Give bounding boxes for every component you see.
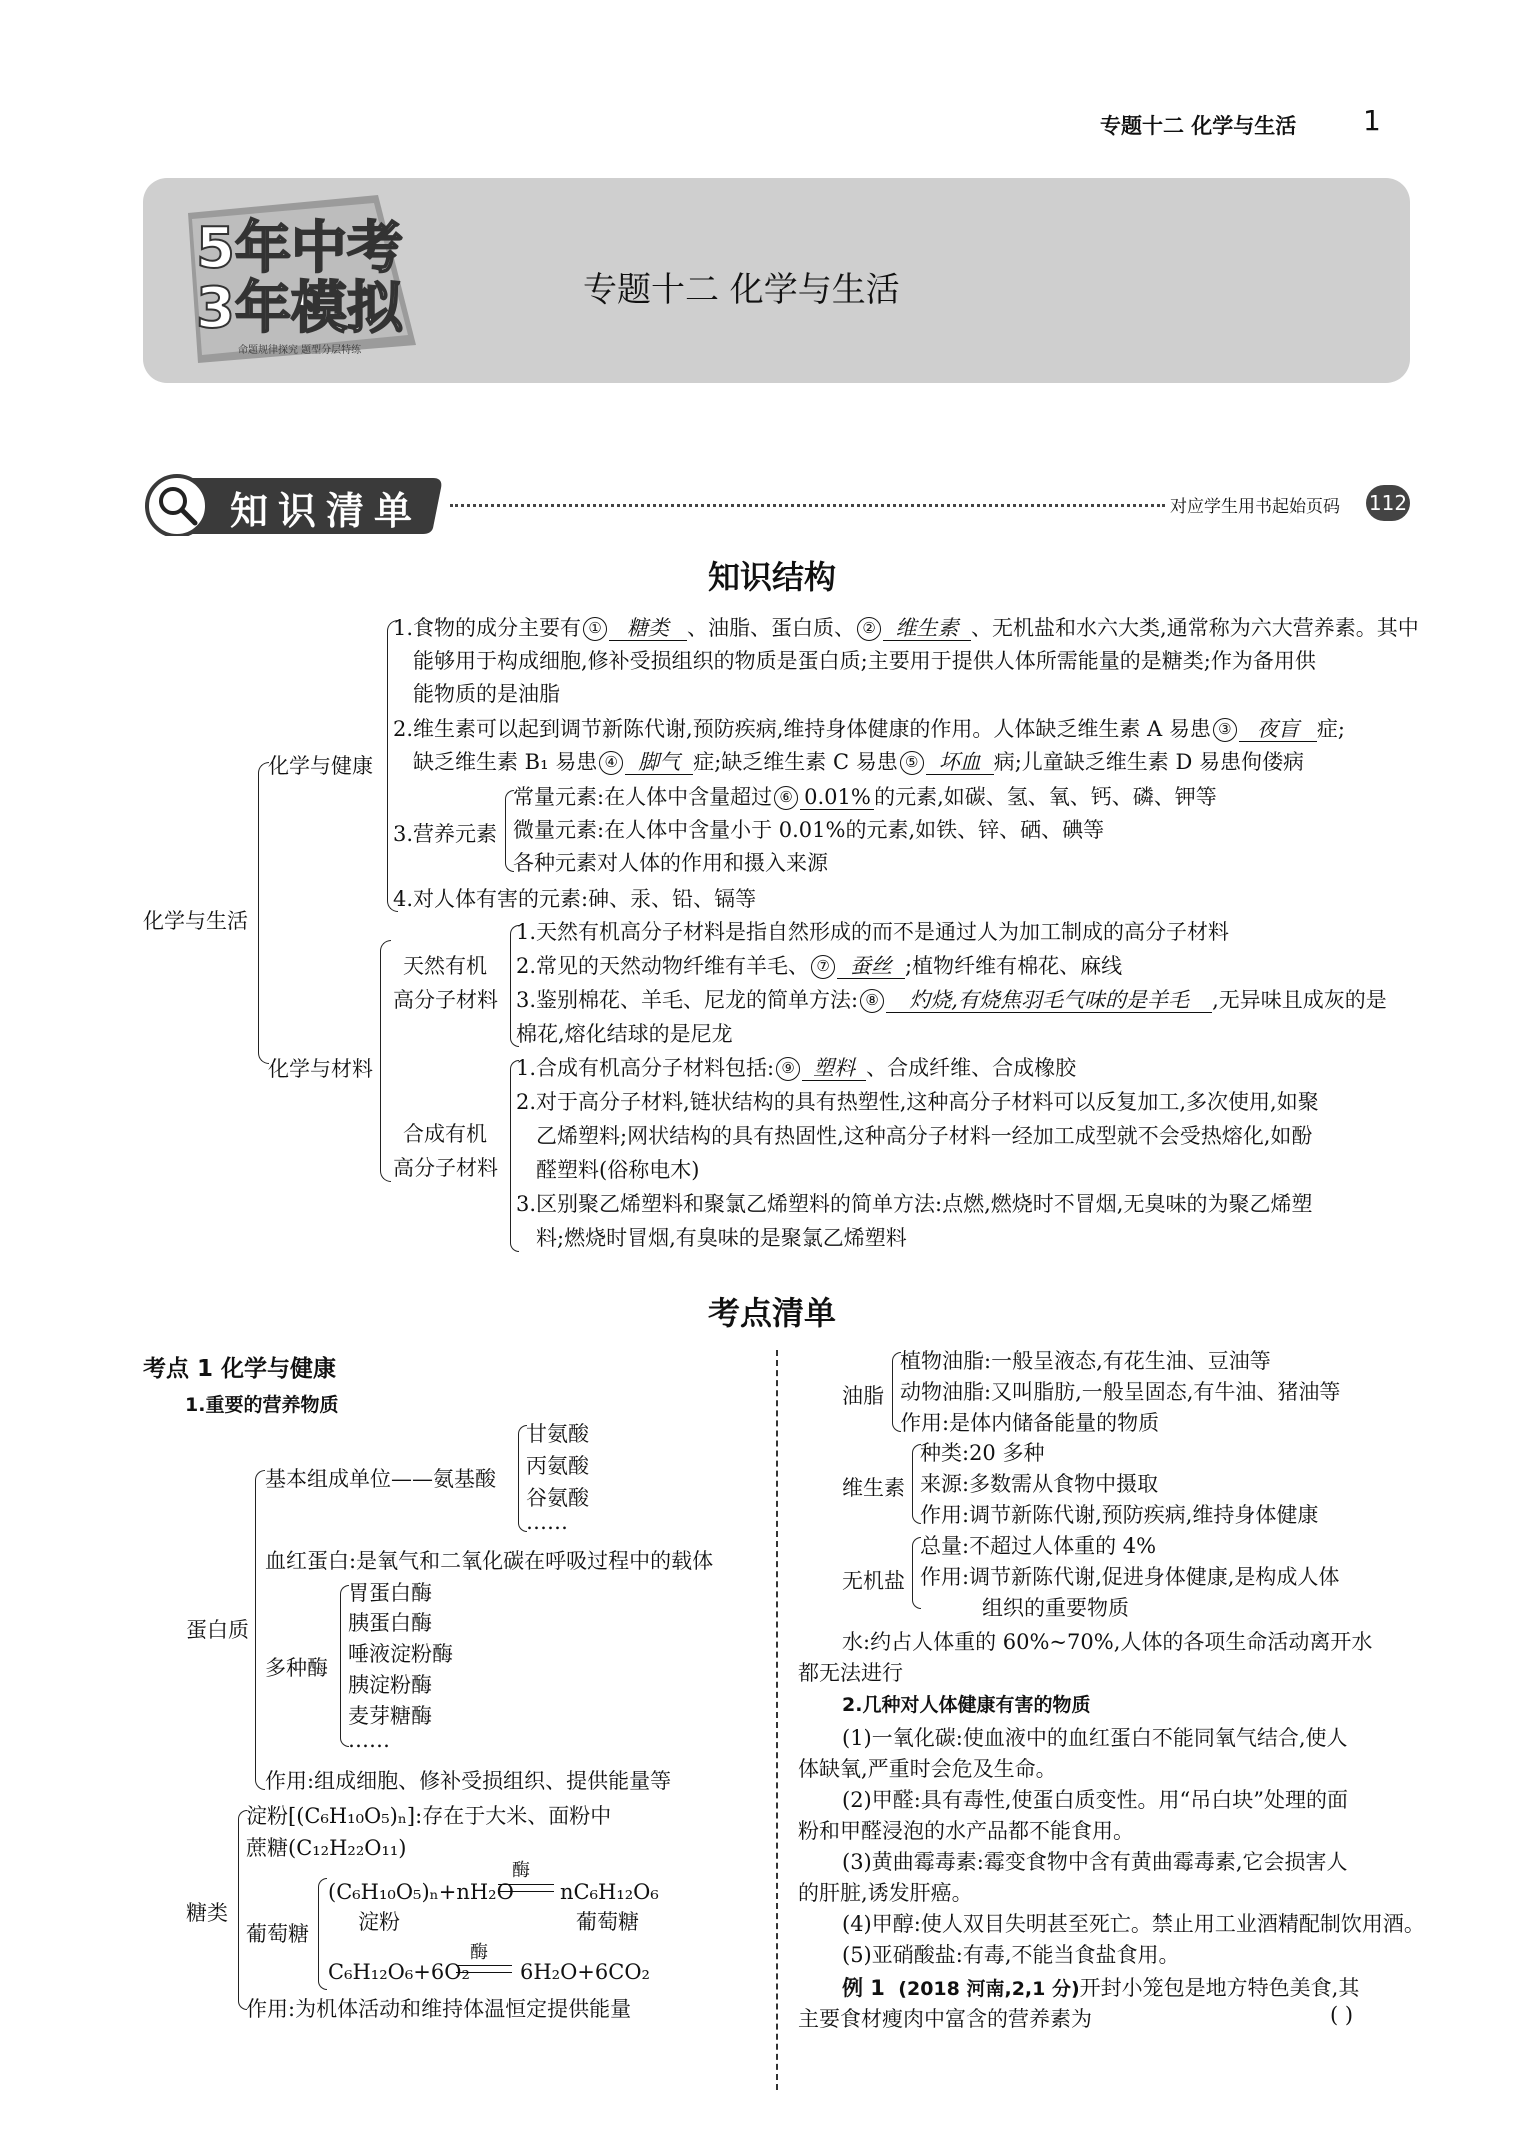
fat-node: 油脂	[842, 1384, 884, 1408]
h2-line1: 2.维生素可以起到调节新陈代谢,预防疾病,维持身体健康的作用。人体缺乏维生素 A 易患 ③ 夜盲 症;	[393, 717, 1345, 741]
h3-label: 3.营养元素	[393, 822, 498, 846]
eq2-enzyme: 酶	[470, 1942, 488, 1963]
eq1-under-left: 淀粉	[358, 1910, 400, 1934]
salt-node: 无机盐	[842, 1569, 905, 1593]
ref-text: 对应学生用书起始页码	[1170, 497, 1340, 517]
sugar-use: 作用:为机体活动和维持体温恒定提供能量	[246, 1997, 632, 2021]
starch: 淀粉[(C₆H₁₀O₅)ₙ]:存在于大米、面粉中	[246, 1804, 612, 1828]
eq1-right: nC₆H₁₂O₆	[560, 1880, 659, 1904]
struct-heading: 知识结构	[708, 558, 837, 596]
vit-3: 作用:调节新陈代谢,预防疾病,维持身体健康	[920, 1503, 1319, 1527]
s3-line2: 料;燃烧时冒烟,有臭味的是聚氯乙烯塑料	[536, 1226, 907, 1250]
basic-unit: 基本组成单位——氨基酸	[265, 1467, 496, 1491]
section-title: 知识清单	[230, 489, 423, 533]
h2-line2: 缺乏维生素 B₁ 易患 ④ 脚气 症;缺乏维生素 C 易患 ⑤ 坏血 病;儿童缺乏维生素 D 易患佝偻病	[413, 750, 1304, 774]
column-divider	[776, 1350, 778, 2090]
eq1-arrow	[498, 1884, 554, 1892]
svg-text:5年中考: 5年中考	[196, 216, 403, 281]
svg-text:3年模拟: 3年模拟	[196, 276, 403, 341]
eq1-left: (C₆H₁₀O₅)ₙ+nH₂O	[328, 1880, 514, 1904]
harm-3b: 的肝脏,诱发肝癌。	[798, 1881, 973, 1905]
sub2-title: 2.几种对人体健康有害的物质	[842, 1694, 1091, 1716]
banner-title: 专题十二 化学与生活	[583, 270, 900, 310]
fat-2: 动物油脂:又叫脂肪,一般呈固态,有牛油、猪油等	[900, 1380, 1341, 1404]
natural-label-2: 高分子材料	[393, 988, 498, 1012]
h1-line3: 能物质的是油脂	[413, 682, 560, 706]
harm-1a: (1)一氧化碳:使血液中的血红蛋白不能同氧气结合,使人	[842, 1726, 1348, 1750]
s2-line1: 2.对于高分子材料,链状结构的具有热塑性,这种高分子材料可以反复加工,多次使用,如聚	[516, 1090, 1319, 1114]
enzyme-3: 唾液淀粉酶	[348, 1642, 453, 1666]
h3-line1: 常量元素:在人体中含量超过 ⑥ 0.01% 的元素,如碳、氢、氧、钙、磷、钾等	[513, 785, 1217, 809]
points-heading: 考点清单	[708, 1294, 837, 1332]
eq1-enzyme: 酶	[512, 1860, 530, 1881]
ref-page-badge: 112	[1366, 485, 1410, 521]
h4-line: 4.对人体有害的元素:砷、汞、铅、镉等	[393, 887, 757, 911]
aa-3: 谷氨酸	[526, 1486, 589, 1510]
s1-line: 1.合成有机高分子材料包括: ⑨ 塑料 、合成纤维、合成橡胶	[516, 1056, 1077, 1080]
health-node: 化学与健康	[268, 754, 373, 778]
n2-line: 2.常见的天然动物纤维有羊毛、 ⑦ 蚕丝 ;植物纤维有棉花、麻线	[516, 954, 1123, 978]
h3-line3: 各种元素对人体的作用和摄入来源	[513, 851, 828, 875]
eq1-under-right: 葡萄糖	[576, 1910, 639, 1934]
enzyme-2: 胰蛋白酶	[348, 1611, 432, 1635]
salt-1: 总量:不超过人体重的 4%	[920, 1534, 1157, 1558]
kp1-title: 考点 1 化学与健康	[143, 1356, 337, 1382]
synthetic-label-2: 高分子材料	[393, 1156, 498, 1180]
answer-paren: ( )	[1330, 2003, 1354, 2027]
glucose-label: 葡萄糖	[246, 1922, 309, 1946]
example-line1: 例 1 (2018 河南,2,1 分)开封小笼包是地方特色美食,其	[842, 1976, 1360, 2000]
aa-1: 甘氨酸	[526, 1422, 589, 1446]
n1-line: 1.天然有机高分子材料是指自然形成的而不是通过人为加工制成的高分子材料	[516, 920, 1230, 944]
harm-5: (5)亚硝酸盐:有毒,不能当食盐食用。	[842, 1943, 1180, 1967]
hemoglobin: 血红蛋白:是氧气和二氧化碳在呼吸过程中的载体	[265, 1549, 714, 1573]
material-node: 化学与材料	[268, 1057, 373, 1081]
eq2-right: 6H₂O+6CO₂	[520, 1960, 650, 1984]
enzyme-6: ……	[348, 1728, 390, 1752]
vit-1: 种类:20 多种	[920, 1441, 1045, 1465]
eq2-left: C₆H₁₂O₆+6O₂	[328, 1960, 470, 1984]
water-1: 水:约占人体重的 60%~70%,人体的各项生命活动离开水	[842, 1630, 1373, 1654]
water-2: 都无法进行	[798, 1661, 903, 1685]
page-number: 1	[1363, 104, 1381, 137]
enzyme-4: 胰淀粉酶	[348, 1673, 432, 1697]
dotted-leader	[450, 504, 1165, 507]
sucrose: 蔗糖(C₁₂H₂₂O₁₁)	[246, 1836, 407, 1860]
harm-4: (4)甲醇:使人双目失明甚至死亡。禁止用工业酒精配制饮用酒。	[842, 1912, 1425, 1936]
n3-line2: 棉花,熔化结球的是尼龙	[516, 1022, 733, 1046]
aa-2: 丙氨酸	[526, 1454, 589, 1478]
fat-1: 植物油脂:一般呈液态,有花生油、豆油等	[900, 1349, 1271, 1373]
enzyme-1: 胃蛋白酶	[348, 1581, 432, 1605]
harm-3a: (3)黄曲霉毒素:霉变食物中含有黄曲霉毒素,它会损害人	[842, 1850, 1348, 1874]
protein-node: 蛋白质	[186, 1618, 249, 1642]
svg-text:命题规律探究 题型分层特练: 命题规律探究 题型分层特练	[238, 345, 362, 356]
harm-1b: 体缺氧,严重时会危及生命。	[798, 1757, 1057, 1781]
harm-2a: (2)甲醛:具有毒性,使蛋白质变性。用“吊白块”处理的面	[842, 1788, 1348, 1812]
s2-line3: 醛塑料(俗称电木)	[536, 1158, 700, 1182]
vit-2: 来源:多数需从食物中摄取	[920, 1472, 1159, 1496]
protein-use: 作用:组成细胞、修补受损组织、提供能量等	[265, 1769, 672, 1793]
sugar-node: 糖类	[186, 1901, 228, 1925]
fat-3: 作用:是体内储备能量的物质	[900, 1411, 1160, 1435]
salt-2: 作用:调节新陈代谢,促进身体健康,是构成人体	[920, 1565, 1340, 1589]
salt-3: 组织的重要物质	[982, 1596, 1129, 1620]
example-line2: 主要食材瘦肉中富含的营养素为	[798, 2007, 1092, 2031]
n3-line1: 3.鉴别棉花、羊毛、尼龙的简单方法: ⑧ 灼烧,有烧焦羽毛气味的是羊毛 ,无异味且成灰的是	[516, 988, 1387, 1012]
enzymes-label: 多种酶	[265, 1656, 328, 1680]
enzyme-5: 麦芽糖酶	[348, 1704, 432, 1728]
synthetic-label-1: 合成有机	[403, 1122, 487, 1146]
aa-4: ……	[526, 1510, 568, 1534]
h1-line2: 能够用于构成细胞,修补受损组织的物质是蛋白质;主要用于提供人体所需能量的是糖类;作为备用供	[413, 649, 1316, 673]
harm-2b: 粉和甲醛浸泡的水产品都不能食用。	[798, 1819, 1134, 1843]
running-header: 专题十二 化学与生活	[1100, 114, 1297, 138]
h1-line1: 1.食物的成分主要有 ① 糖类 、油脂、蛋白质、 ② 维生素 、无机盐和水六大类,通常称为六大营养素。其中	[393, 616, 1419, 640]
vit-node: 维生素	[842, 1476, 905, 1500]
s3-line1: 3.区别聚乙烯塑料和聚氯乙烯塑料的简单方法:点燃,燃烧时不冒烟,无臭味的为聚乙烯塑	[516, 1192, 1313, 1216]
s2-line2: 乙烯塑料;网状结构的具有热固性,这种高分子材料一经加工成型就不会受热熔化,如酚	[536, 1124, 1313, 1148]
sub1-title: 1.重要的营养物质	[185, 1394, 339, 1416]
logo	[178, 185, 418, 370]
eq2-arrow	[456, 1965, 512, 1973]
root-node: 化学与生活	[143, 909, 248, 933]
h3-line2: 微量元素:在人体中含量小于 0.01%的元素,如铁、锌、硒、碘等	[513, 818, 1105, 842]
natural-label-1: 天然有机	[403, 954, 487, 978]
